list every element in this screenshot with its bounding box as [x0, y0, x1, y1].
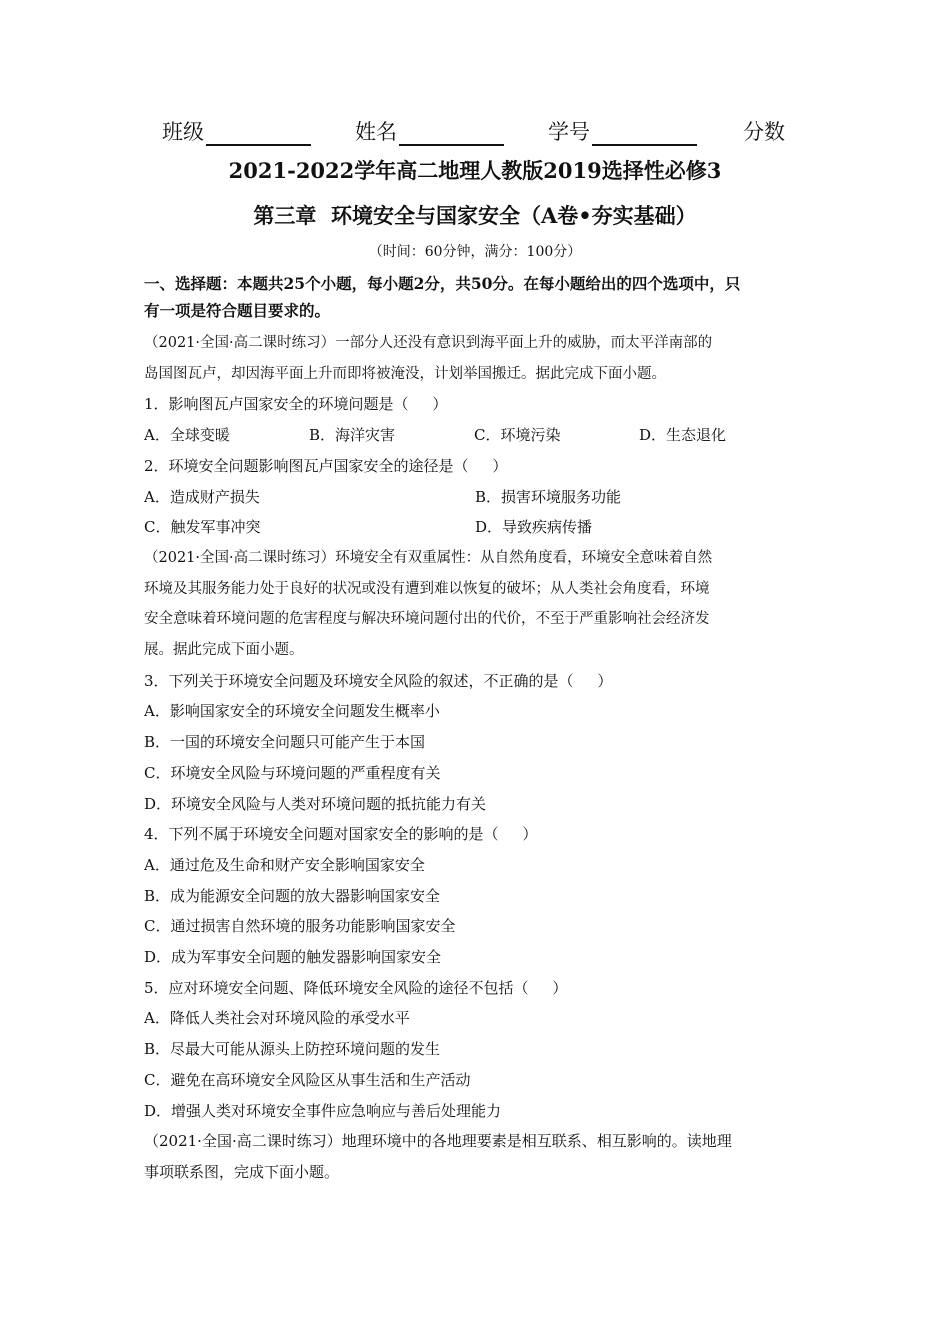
- option-d[interactable]: D．增强人类对环境安全事件应急响应与善后处理能力: [144, 1101, 502, 1120]
- exam-title: 2021-2022学年高二地理人教版2019选择性必修3: [228, 158, 722, 183]
- class-label: 班级: [162, 120, 204, 144]
- question-1: [144, 389, 806, 450]
- option-b[interactable]: B．成为能源安全问题的放大器影响国家安全: [144, 886, 441, 905]
- option-d[interactable]: D．环境安全风险与人类对环境问题的抵抗能力有关: [144, 794, 487, 813]
- passage-3: [144, 1126, 806, 1187]
- question-stem: 3．下列关于环境安全问题及环境安全风险的叙述，不正确的是（ ）: [144, 671, 613, 690]
- class-field: [162, 118, 311, 146]
- score-field: [743, 118, 785, 146]
- student-id-field: [548, 118, 697, 146]
- passage-2: [144, 543, 806, 666]
- section-heading-line: 有一项是符合题目要求的。: [144, 301, 331, 320]
- score-label: 分数: [743, 120, 785, 144]
- passage-line: （2021·全国·高二课时练习）一部分人还没有意识到海平面上升的威胁，而太平洋南部的: [144, 335, 713, 351]
- passage-line: 展。据此完成下面小题。: [144, 642, 304, 659]
- option-c[interactable]: C．通过损害自然环境的服务功能影响国家安全: [144, 917, 456, 936]
- passage-line: （2021·全国·高二课时练习）环境安全有双重属性：从自然角度看，环境安全意味着自然: [144, 549, 713, 566]
- question-5: [144, 973, 806, 1127]
- option-c[interactable]: C．避免在高环境安全风险区从事生活和生产活动: [144, 1070, 471, 1089]
- question-options: [144, 420, 806, 451]
- option-a[interactable]: A．全球变暖: [144, 426, 230, 445]
- option-a[interactable]: A．造成财产损失: [144, 487, 260, 506]
- student-id-blank[interactable]: [592, 120, 697, 146]
- question-3: [144, 666, 806, 820]
- section-heading: [144, 270, 806, 324]
- student-id-label: 学号: [548, 120, 590, 144]
- student-info-line: [162, 114, 822, 146]
- option-b[interactable]: B．海洋灾害: [309, 426, 396, 445]
- passage-line: 安全意味着环境问题的危害程度与解决环境问题付出的代价，不至于严重影响社会经济发: [144, 611, 710, 628]
- exam-content: [144, 270, 806, 1188]
- passage-line: 事项联系图，完成下面小题。: [144, 1162, 340, 1181]
- option-b[interactable]: B．损害环境服务功能: [475, 487, 622, 506]
- class-blank[interactable]: [206, 120, 311, 146]
- question-stem: 2．环境安全问题影响图瓦卢国家安全的途径是（ ）: [144, 456, 508, 475]
- option-a[interactable]: A．影响国家安全的环境安全问题发生概率小: [144, 702, 440, 721]
- option-a[interactable]: A．通过危及生命和财产安全影响国家安全: [144, 855, 425, 874]
- question-options: [144, 482, 806, 513]
- option-b[interactable]: B．一国的环境安全问题只可能产生于本国: [144, 733, 426, 752]
- option-c[interactable]: C．环境污染: [474, 426, 561, 445]
- passage-line: （2021·全国·高二课时练习）地理环境中的各地理要素是相互联系、相互影响的。读地理: [144, 1132, 732, 1151]
- option-c[interactable]: C．触发军事冲突: [144, 518, 261, 537]
- name-label: 姓名: [355, 120, 397, 144]
- passage-line: 环境及其服务能力处于良好的状况或没有遭到难以恢复的破坏；从人类社会角度看，环境: [144, 580, 710, 597]
- exam-info: （时间：60分钟，满分：100分）: [368, 244, 582, 260]
- name-blank[interactable]: [399, 120, 504, 146]
- chapter-title: 第三章 环境安全与国家安全（A卷•夯实基础）: [253, 203, 697, 228]
- option-d[interactable]: D．导致疾病传播: [475, 518, 593, 537]
- question-stem: 1．影响图瓦卢国家安全的环境问题是（ ）: [144, 395, 448, 414]
- question-2: [144, 451, 806, 543]
- name-field: [355, 118, 504, 146]
- option-d[interactable]: D．生态退化: [639, 426, 727, 445]
- passage-line: 岛国图瓦卢，却因海平面上升而即将被淹没，计划举国搬迁。据此完成下面小题。: [144, 365, 666, 382]
- question-4: [144, 819, 806, 973]
- section-heading-line: 一、选择题：本题共25个小题，每小题2分，共50分。在每小题给出的四个选项中，只: [144, 274, 741, 293]
- option-d[interactable]: D．成为军事安全问题的触发器影响国家安全: [144, 948, 442, 967]
- question-stem: 4．下列不属于环境安全问题对国家安全的影响的是（ ）: [144, 825, 538, 844]
- option-c[interactable]: C．环境安全风险与环境问题的严重程度有关: [144, 763, 441, 782]
- option-b[interactable]: B．尽最大可能从源头上防控环境问题的发生: [144, 1040, 441, 1059]
- passage-1: [144, 328, 806, 389]
- option-a[interactable]: A．降低人类社会对环境风险的承受水平: [144, 1009, 410, 1028]
- question-stem: 5．应对环境安全问题、降低环境安全风险的途径不包括（ ）: [144, 978, 568, 997]
- question-options: [144, 512, 806, 543]
